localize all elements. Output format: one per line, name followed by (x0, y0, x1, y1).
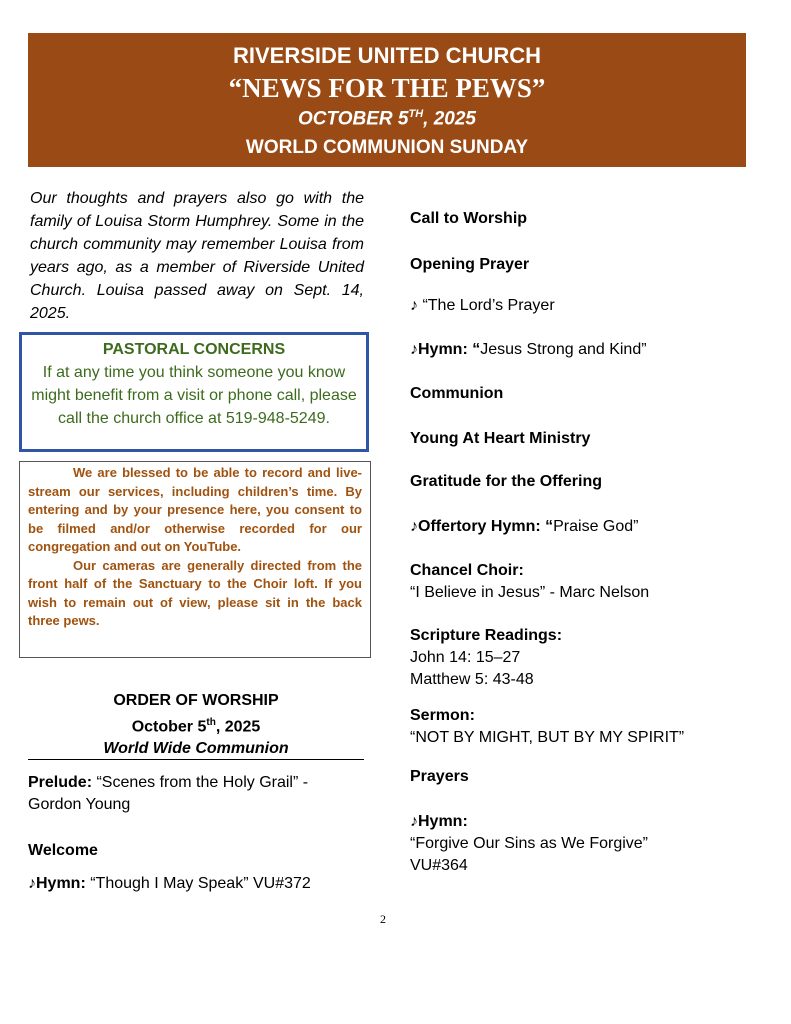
young-at-heart-item: Young At Heart Ministry (410, 430, 591, 447)
offertory-hymn-item: ♪Offertory Hymn: “Praise God” (410, 518, 639, 535)
pastoral-title: PASTORAL CONCERNS (102, 341, 286, 358)
sermon-item: Sermon: “NOT BY MIGHT, BUT BY MY SPIRIT” (410, 707, 685, 746)
pastoral-body: If at any time you think someone you know might benefit from a visit or phone call, please call the church office at 519-948-5249. (31, 364, 357, 427)
newsletter-title: “NEWS FOR THE PEWS” (228, 73, 546, 103)
page-number: 2 (380, 912, 386, 926)
newsletter-date: OCTOBER 5TH, 2025 (297, 108, 476, 130)
scripture-readings-item: Scripture Readings: John 14: 15–27 Matthew 5: 43-48 (410, 627, 563, 688)
prelude-item: Prelude: “Scenes from the Holy Grail” - Gordon Young (28, 774, 309, 813)
memorial-paragraph: Our thoughts and prayers also go with the family of Louisa Storm Humphrey. Some in the church community may remember Louisa from years ago, as a member of Riverside United Church. Louisa passed away on Sept. 14, 2025. (30, 190, 364, 322)
order-subtitle: World Wide Communion (103, 740, 289, 758)
recording-notice-box (19, 461, 371, 658)
church-name: RIVERSIDE UNITED CHURCH (232, 43, 542, 68)
lords-prayer-item: ♪ “The Lord’s Prayer (410, 297, 555, 314)
order-date: October 5th, 2025 (131, 717, 261, 736)
order-of-worship-heading (28, 690, 364, 760)
order-divider (28, 759, 364, 760)
chancel-choir-item: Chancel Choir: “I Believe in Jesus” - Marc Nelson (410, 562, 650, 601)
order-title: ORDER OF WORSHIP (113, 692, 279, 709)
hymn-item-1: ♪Hymn: “Though I May Speak” VU#372 (28, 875, 311, 892)
recording-paragraph-2: Our cameras are generally directed from the front half of the Sanctuary to the Choir loft. If you wish to remain out of view, please sit in the back three pews. (28, 557, 362, 628)
recording-paragraph-1: We are blessed to be able to record and live-stream our services, including children’s time. By entering and by your presence here, you consent to be filmed and/or otherwise recorded for our congregation and out on YouTube. (28, 465, 362, 554)
opening-prayer-item: Opening Prayer (410, 256, 530, 273)
prayers-item: Prayers (410, 768, 469, 785)
occasion-title: WORLD COMMUNION SUNDAY (245, 137, 529, 158)
hymn-item-3: ♪Hymn: “Forgive Our Sins as We Forgive” VU#364 (410, 813, 648, 874)
communion-item: Communion (410, 385, 504, 402)
call-to-worship-item: Call to Worship (410, 210, 528, 227)
welcome-item: Welcome (28, 842, 98, 859)
gratitude-item: Gratitude for the Offering (410, 473, 602, 490)
pastoral-concerns-box (19, 332, 369, 452)
header-banner (28, 33, 746, 167)
hymn-item-2: ♪Hymn: “Jesus Strong and Kind” (410, 341, 647, 358)
